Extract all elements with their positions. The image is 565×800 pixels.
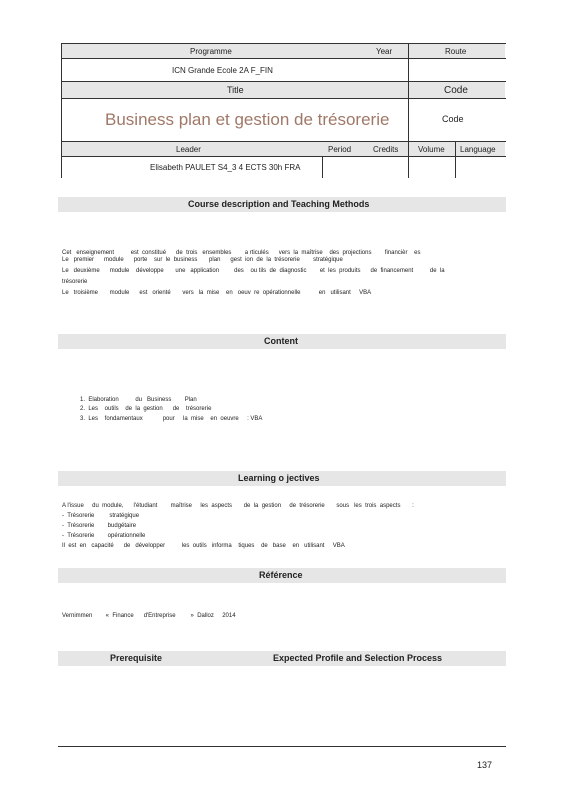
description-line: trésorerie (62, 279, 88, 285)
description-line: Le deuxième module développe une application des ou tils de diagnostic et les produits de financement de la (62, 268, 445, 274)
table-border (455, 141, 456, 178)
title-label: Title (227, 85, 244, 95)
table-border (61, 58, 506, 59)
content-section-header (58, 334, 506, 349)
table-border (61, 141, 506, 142)
objectives-line: - Trésorerie opérationnelle (62, 533, 146, 539)
language-label: Language (460, 145, 496, 154)
year-label: Year (376, 47, 393, 56)
description-section-header (58, 197, 506, 212)
table-border (61, 43, 506, 44)
credits-label: Credits (373, 145, 399, 154)
table-border (61, 98, 506, 99)
description-line: Le troisième module est orienté vers la mise en oeuv re opérationnelle en utilisant VBA (62, 290, 372, 296)
reference-title: Référence (259, 570, 303, 580)
table-border (408, 43, 409, 178)
objectives-section-header (58, 471, 506, 486)
course-title: Business plan et gestion de trésorerie (105, 110, 390, 129)
reference-section-header (58, 568, 506, 583)
table-border (61, 43, 62, 178)
reference-text: Vernimmen « Finance d'Entreprise » Dalloz 2014 (62, 613, 236, 619)
description-line: Cet enseignement est constitué de trois ensembles a rticulés vers la maîtrise des projections financièr es (62, 250, 421, 256)
code-value: Code (442, 114, 464, 124)
route-label: Route (445, 47, 467, 56)
objectives-line: A l'issue du module, l'étudiant maîtrise les aspects de la gestion de trésorerie sous les trois aspects : (62, 503, 414, 509)
description-line: Le premier module porte sur le business plan gest ion de la trésorerie stratégique (62, 257, 343, 263)
volume-label: Volume (418, 145, 445, 154)
objectives-line: Il est en capacité de développer les outils informa tiques de base en utilisant VBA (62, 543, 345, 549)
leader-label: Leader (176, 145, 201, 154)
footer-rule (58, 746, 506, 747)
objectives-line: - Trésorerie stratégique (62, 513, 140, 519)
code-label: Code (444, 85, 468, 96)
description-title: Course description and Teaching Methods (188, 199, 370, 209)
period-label: Period (328, 145, 352, 154)
leader-row-values: Elisabeth PAULET S4_3 4 ECTS 30h FRA (150, 163, 301, 172)
page-number: 137 (477, 760, 493, 770)
content-item: 3. Les fondamentaux pour la mise en oeuvre : VBA (80, 416, 263, 422)
table-border (322, 156, 323, 178)
expected-profile-title: Expected Profile and Selection Process (273, 653, 443, 663)
programme-header-band (62, 44, 408, 58)
prerequisite-title: Prerequisite (110, 653, 163, 663)
table-border (61, 156, 506, 157)
table-border (61, 81, 506, 82)
objectives-line: - Trésorerie budgétaire (62, 523, 137, 529)
objectives-title: Learning o jectives (238, 473, 320, 483)
programme-label: Programme (190, 47, 232, 56)
content-title: Content (264, 336, 298, 346)
content-item: 1. Elaboration du Business Plan (80, 397, 197, 403)
programme-value: ICN Grande Ecole 2A F_FIN (172, 66, 273, 75)
content-item: 2. Les outils de la gestion de trésorerie (80, 406, 212, 412)
prerequisite-section-header (58, 651, 506, 666)
